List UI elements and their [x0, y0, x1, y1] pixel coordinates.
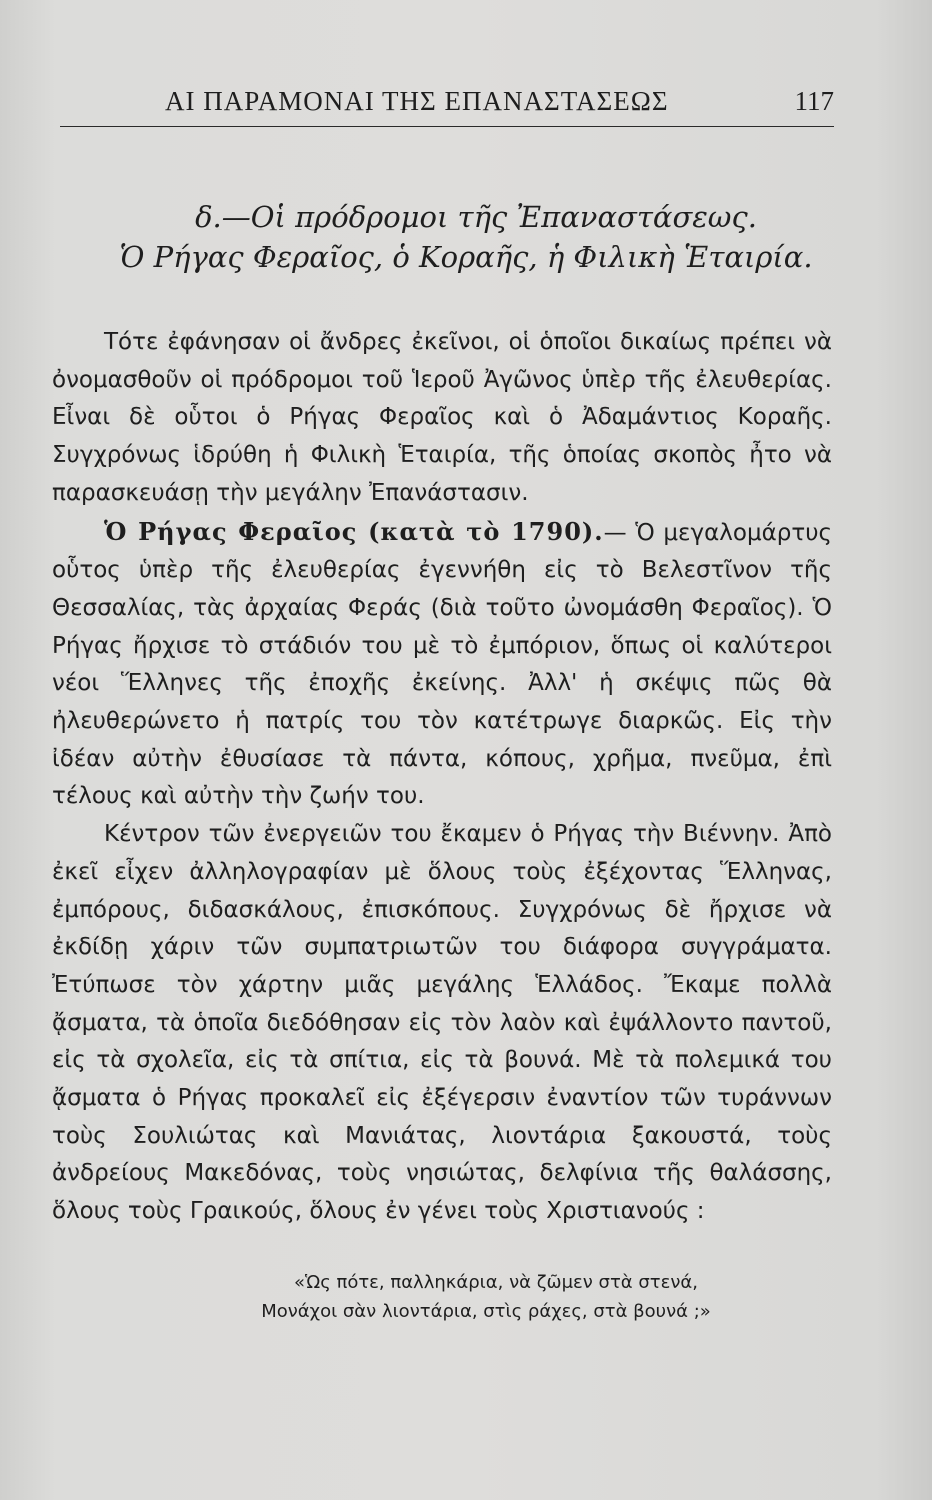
- verse-quote: [0, 1268, 932, 1326]
- body-text: [52, 324, 832, 1231]
- running-head-title: ΑΙ ΠΑΡΑΜΟΝΑΙ ΤΗΣ ΕΠΑΝΑΣΤΑΣΕΩΣ: [165, 86, 669, 116]
- paragraph-1: Τότε ἐφάνησαν οἱ ἄνδρες ἐκεῖνοι, οἱ ὁποῖοι δικαίως πρέπει νὰ ὀνομασθοῦν οἱ πρόδρομοι τοῦ Ἱεροῦ Ἀγῶνος ὑπὲρ τῆς ἐλευθερίας. Εἶναι δὲ οὗτοι ὁ Ρήγας Φεραῖος καὶ ὁ Ἀδαμάντιος Κοραῆς. Συγχρόνως ἱδρύθη ἡ Φιλικὴ Ἑταιρία, τῆς ὁποίας σκοπὸς ἦτο νὰ παρασκευάσῃ τὴν μεγάλην Ἐπανάστασιν.: [52, 329, 832, 506]
- paragraph-2-lead: Ὁ Ρήγας Φεραῖος (κατὰ τὸ 1790).: [104, 516, 604, 546]
- paragraph-3: Κέντρον τῶν ἐνεργειῶν του ἔκαμεν ὁ Ρήγας τὴν Βιέννην. Ἀπὸ ἐκεῖ εἶχεν ἀλληλογραφίαν μὲ ὅλους τοὺς ἐξέχοντας Ἕλληνας, ἐμπόρους, διδασκάλους, ἐπισκόπους. Συγχρόνως δὲ ἤρχισε νὰ ἐκδίδῃ χάριν τῶν συμπατριωτῶν του διάφορα συγγράματα. Ἐτύπωσε τὸν χάρτην μιᾶς μεγάλης Ἑλλάδος. Ἔκαμε πολλὰ ᾄσματα, τὰ ὁποῖα διεδόθησαν εἰς τὸν λαὸν καὶ ἐψάλλοντο παντοῦ, εἰς τὰ σχολεῖα, εἰς τὰ σπίτια, εἰς τὰ βουνά. Μὲ τὰ πολεμικά του ᾄσματα ὁ Ρήγας προκαλεῖ εἰς ἐξέγερσιν ἐναντίον τῶν τυράννων τοὺς Σουλιώτας καὶ Μανιάτας, λιοντάρια ξακουστά, τοὺς ἀνδρείους Μακεδόνας, τοὺς νησιώτας, δελφίνια τῆς θαλάσσης, ὅλους τοὺς Γραικούς, ὅλους ἐν γένει τοὺς Χριστιανούς :: [52, 821, 832, 1225]
- section-heading-line-2: Ὁ Ρήγας Φεραῖος, ὁ Κοραῆς, ἡ Φιλικὴ Ἑταιρία.: [119, 240, 813, 274]
- verse-line-1: «Ὡς πότε, παλληκάρια, νὰ ζῶμεν στὰ στενά,: [294, 1272, 698, 1293]
- page-number: 117: [794, 86, 834, 116]
- running-head: [60, 82, 834, 127]
- paragraph-2-text: — Ὁ μεγαλομάρτυς οὗτος ὑπὲρ τῆς ἐλευθερίας ἐγεννήθη εἰς τὸ Βελεστῖνον τῆς Θεσσαλίας, τὰς ἀρχαίας Φεράς (διὰ τοῦτο ὠνομάσθη Φεραῖος). Ὁ Ρήγας ἤρχισε τὸ στάδιόν του μὲ τὸ ἐμπόριον, ὅπως οἱ καλύτεροι νέοι Ἕλληνες τῆς ἐποχῆς ἐκείνης. Ἀλλ' ἡ σκέψις πῶς θὰ ἠλευθερώνετο ἡ πατρίς του τὸν κατέτρωγε διαρκῶς. Εἰς τὴν ἰδέαν αὐτὴν ἐθυσίασε τὰ πάντα, κόπους, χρῆμα, πνεῦμα, ἐπὶ τέλους καὶ αὐτὴν τὴν ζωήν του.: [52, 519, 832, 810]
- paragraph-2: [52, 513, 832, 817]
- section-heading-line-1: δ.—Οἱ πρόδρομοι τῆς Ἐπαναστάσεως.: [195, 200, 757, 234]
- verse-line-2: Μονάχοι σὰν λιοντάρια, στὶς ράχες, στὰ βουνά ;»: [261, 1301, 711, 1322]
